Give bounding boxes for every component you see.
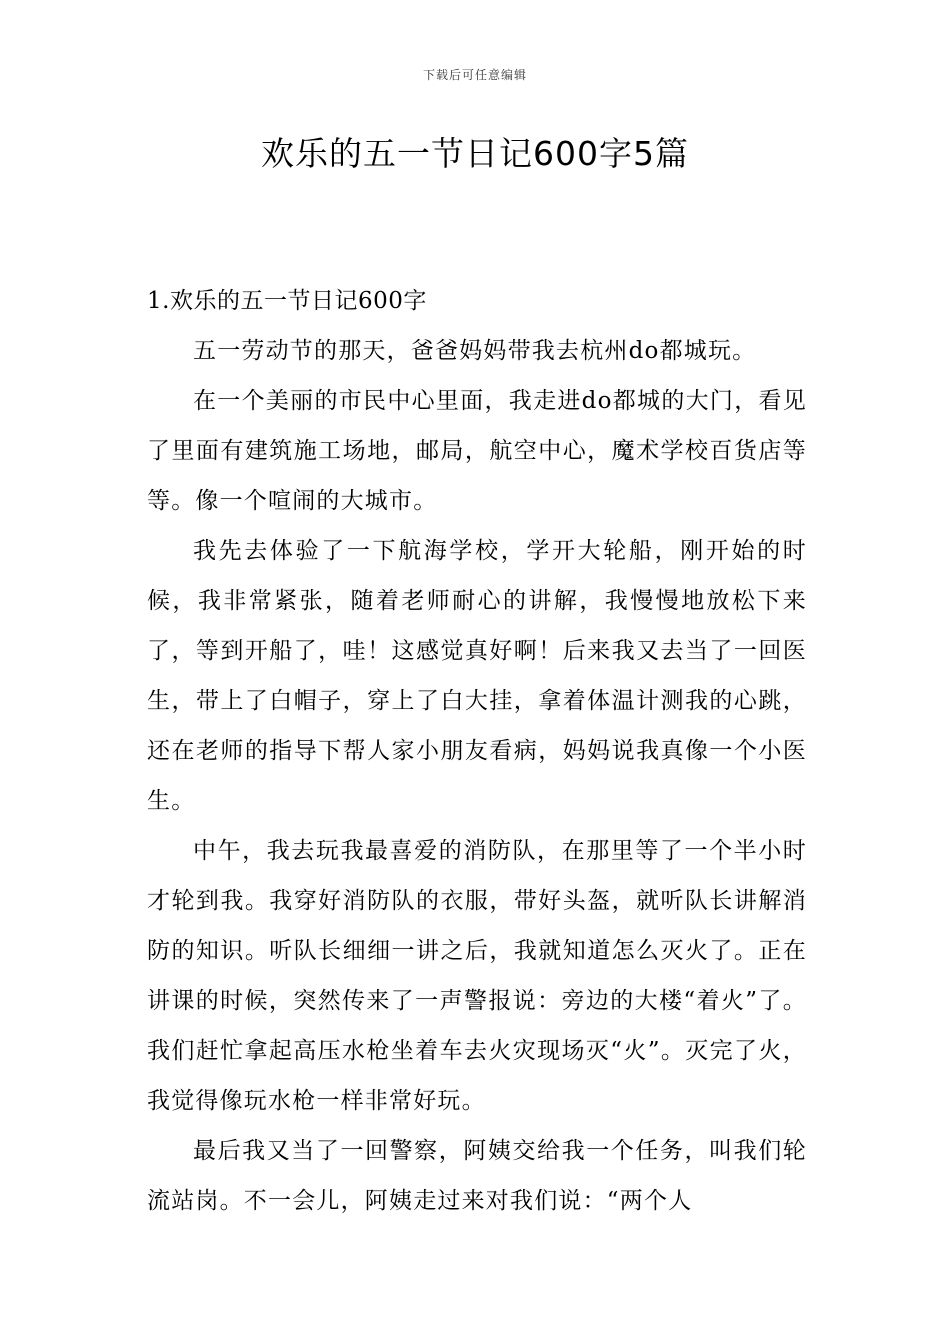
page-header-note: 下载后可任意编辑 [422,68,527,82]
paragraph-3: 我先去体验了一下航海学校，学开大轮船，刚开始的时候，我非常紧张，随着老师耐心的讲解，我慢慢地放松下来了，等到开船了，哇！这感觉真好啊！后来我又去当了一回医生，带上了白帽子，穿上了白大挂，拿着体温计测我的心跳，还在老师的指导下帮人家小朋友看病，妈妈说我真像一个小医生。 [147,538,807,814]
paragraph-5: 最后我又当了一回警察，阿姨交给我一个任务，叫我们轮流站岗。不一会儿，阿姨走过来对我们说：“两个人 [147,1138,807,1214]
paragraph-4: 中午，我去玩我最喜爱的消防队，在那里等了一个半小时才轮到我。我穿好消防队的衣服，带好头盔，就听队长讲解消防的知识。听队长细细一讲之后，我就知道怎么灭火了。正在讲课的时候，突然传来了一声警报说：旁边的大楼“着火”了。我们赶忙拿起高压水枪坐着车去火灾现场灭“火”。灭完了火，我觉得像玩水枪一样非常好玩。 [147,838,807,1114]
section-heading: 1.欢乐的五一节日记600字 [147,288,427,314]
paragraph-2: 在一个美丽的市民中心里面，我走进do都城的大门，看见了里面有建筑施工场地，邮局，航空中心，魔术学校百货店等等。像一个喧闹的大城市。 [147,388,807,514]
document-body [147,277,807,1226]
document-title: 欢乐的五一节日记600字5篇 [261,134,689,173]
paragraph-1: 五一劳动节的那天，爸爸妈妈带我去杭州do都城玩。 [193,338,757,364]
